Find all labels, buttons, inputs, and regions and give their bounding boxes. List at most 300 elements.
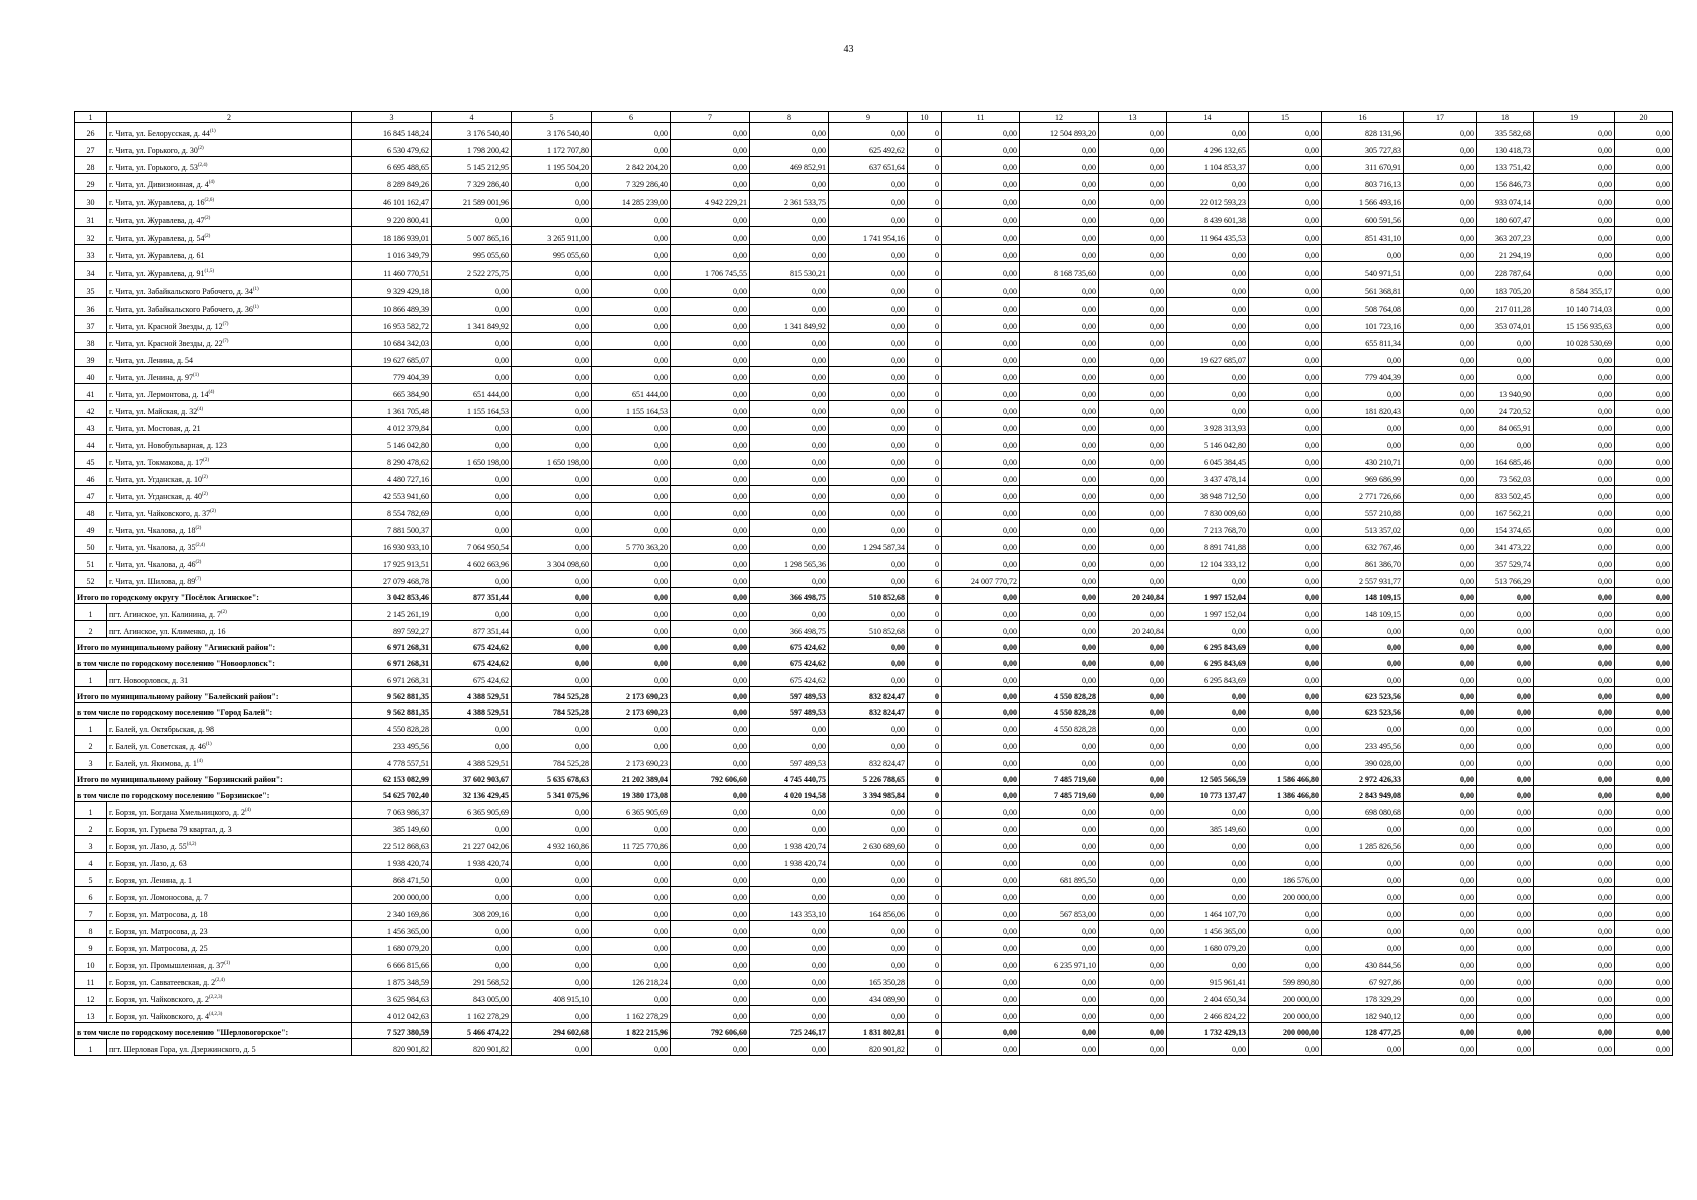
value-cell: 0,00 xyxy=(592,350,671,367)
value-cell: 0,00 xyxy=(1249,503,1322,520)
value-cell: 5 226 788,65 xyxy=(829,770,908,786)
subtotal-label: в том числе по городскому поселению "Город Балей": xyxy=(75,703,352,719)
value-cell: 0,00 xyxy=(1020,836,1099,853)
value-cell: 0,00 xyxy=(1404,753,1477,770)
value-cell: 632 767,46 xyxy=(1322,537,1404,554)
value-cell: 0 xyxy=(908,604,942,621)
value-cell: 0,00 xyxy=(942,384,1020,401)
value-cell: 0,00 xyxy=(829,418,908,435)
value-cell: 5 341 075,96 xyxy=(512,786,592,802)
value-cell: 969 686,99 xyxy=(1322,469,1404,486)
value-cell: 0,00 xyxy=(432,298,512,316)
value-cell: 0,00 xyxy=(1534,836,1615,853)
value-cell: 0,00 xyxy=(942,418,1020,435)
value-cell: 0 xyxy=(908,921,942,938)
value-cell: 0,00 xyxy=(1404,384,1477,401)
value-cell: 0,00 xyxy=(1477,802,1534,819)
value-cell: 1 162 278,29 xyxy=(592,1006,671,1023)
value-cell: 0,00 xyxy=(512,736,592,753)
value-cell: 0 xyxy=(908,588,942,604)
value-cell: 0,00 xyxy=(829,123,908,140)
subtotal-row xyxy=(75,1023,1673,1039)
value-cell: 0,00 xyxy=(1404,333,1477,350)
value-cell: 4 020 194,58 xyxy=(750,786,829,802)
value-cell: 0,00 xyxy=(512,1006,592,1023)
value-cell: 1 680 079,20 xyxy=(352,938,432,955)
address-text: г. Чита, ул. Журавлева, д. 61 xyxy=(109,251,205,260)
row-number: 5 xyxy=(75,870,107,887)
value-cell: 0,00 xyxy=(1615,836,1673,853)
value-cell: 5 146 042,80 xyxy=(1167,435,1249,452)
value-cell: 843 005,00 xyxy=(432,989,512,1006)
value-cell: 1 456 365,00 xyxy=(352,921,432,938)
value-cell: 0,00 xyxy=(1615,384,1673,401)
value-cell: 0 xyxy=(908,938,942,955)
value-cell: 0,00 xyxy=(942,819,1020,836)
table-row xyxy=(75,670,1673,687)
row-number: 48 xyxy=(75,503,107,520)
value-cell: 0,00 xyxy=(1615,938,1673,955)
value-cell: 0,00 xyxy=(671,452,750,469)
address-text: г. Борзя, ул. Чайковского, д. 4 xyxy=(109,1012,209,1021)
footnote-marker: (2,4) xyxy=(197,163,208,168)
value-cell: 0,00 xyxy=(1020,1039,1099,1056)
value-cell: 0,00 xyxy=(1615,350,1673,367)
value-cell: 46 101 162,47 xyxy=(352,191,432,209)
value-cell: 0,00 xyxy=(829,452,908,469)
value-cell: 623 523,56 xyxy=(1322,687,1404,703)
value-cell: 0,00 xyxy=(750,435,829,452)
value-cell: 0,00 xyxy=(829,938,908,955)
table-row xyxy=(75,350,1673,367)
value-cell: 0,00 xyxy=(1099,209,1167,227)
value-cell: 7 485 719,60 xyxy=(1020,770,1099,786)
value-cell: 0,00 xyxy=(1249,955,1322,972)
value-cell: 0,00 xyxy=(592,621,671,638)
value-cell: 0,00 xyxy=(1534,588,1615,604)
value-cell: 62 153 082,99 xyxy=(352,770,432,786)
value-cell: 6 530 479,62 xyxy=(352,140,432,157)
value-cell: 0,00 xyxy=(829,435,908,452)
value-cell: 0,00 xyxy=(1167,703,1249,719)
value-cell: 2 630 689,60 xyxy=(829,836,908,853)
value-cell: 1 195 504,20 xyxy=(512,157,592,174)
value-cell: 0,00 xyxy=(1615,753,1673,770)
value-cell: 0,00 xyxy=(1322,870,1404,887)
column-header: 1 xyxy=(75,112,107,123)
value-cell: 508 764,08 xyxy=(1322,298,1404,316)
value-cell: 0,00 xyxy=(750,174,829,191)
value-cell: 0,00 xyxy=(1167,123,1249,140)
value-cell: 0,00 xyxy=(432,938,512,955)
value-cell: 20 240,84 xyxy=(1099,588,1167,604)
value-cell: 0,00 xyxy=(829,719,908,736)
value-cell: 557 210,88 xyxy=(1322,503,1404,520)
value-cell: 357 529,74 xyxy=(1477,554,1534,571)
value-cell: 1 650 198,00 xyxy=(432,452,512,469)
value-cell: 0,00 xyxy=(750,280,829,298)
value-cell: 0,00 xyxy=(512,174,592,191)
row-number: 30 xyxy=(75,191,107,209)
value-cell: 2 522 275,75 xyxy=(432,262,512,280)
value-cell: 1 361 705,48 xyxy=(352,401,432,418)
value-cell: 0,00 xyxy=(1099,802,1167,819)
value-cell: 832 824,47 xyxy=(829,703,908,719)
value-cell: 933 074,14 xyxy=(1477,191,1534,209)
address-cell xyxy=(107,157,352,174)
row-number: 2 xyxy=(75,736,107,753)
value-cell: 832 824,47 xyxy=(829,687,908,703)
value-cell: 0,00 xyxy=(1020,938,1099,955)
row-number: 36 xyxy=(75,298,107,316)
value-cell: 0,00 xyxy=(592,904,671,921)
value-cell: 0,00 xyxy=(829,316,908,333)
value-cell: 0,00 xyxy=(1477,989,1534,1006)
value-cell: 0,00 xyxy=(1615,687,1673,703)
value-cell: 828 131,96 xyxy=(1322,123,1404,140)
value-cell: 0,00 xyxy=(750,333,829,350)
value-cell: 0,00 xyxy=(1477,670,1534,687)
value-cell: 0,00 xyxy=(671,298,750,316)
address-cell xyxy=(107,836,352,853)
value-cell: 0,00 xyxy=(1615,1006,1673,1023)
value-cell: 0,00 xyxy=(750,418,829,435)
value-cell: 0,00 xyxy=(1020,972,1099,989)
value-cell: 0,00 xyxy=(750,1039,829,1056)
table-row xyxy=(75,989,1673,1006)
value-cell: 0,00 xyxy=(671,989,750,1006)
value-cell: 0,00 xyxy=(750,604,829,621)
value-cell: 0 xyxy=(908,384,942,401)
value-cell: 0,00 xyxy=(512,350,592,367)
value-cell: 0,00 xyxy=(942,753,1020,770)
value-cell: 0,00 xyxy=(1099,719,1167,736)
value-cell: 16 845 148,24 xyxy=(352,123,432,140)
value-cell: 0,00 xyxy=(1404,621,1477,638)
value-cell: 0,00 xyxy=(1534,938,1615,955)
value-cell: 0,00 xyxy=(1249,753,1322,770)
value-cell: 156 846,73 xyxy=(1477,174,1534,191)
value-cell: 0,00 xyxy=(1099,418,1167,435)
value-cell: 0,00 xyxy=(1534,452,1615,469)
value-cell: 32 136 429,45 xyxy=(432,786,512,802)
value-cell: 294 602,68 xyxy=(512,1023,592,1039)
value-cell: 0,00 xyxy=(1404,819,1477,836)
value-cell: 182 940,12 xyxy=(1322,1006,1404,1023)
value-cell: 7 881 500,37 xyxy=(352,520,432,537)
value-cell: 54 625 702,40 xyxy=(352,786,432,802)
value-cell: 0,00 xyxy=(1249,280,1322,298)
value-cell: 0,00 xyxy=(592,316,671,333)
value-cell: 784 525,28 xyxy=(512,703,592,719)
address-cell xyxy=(107,819,352,836)
value-cell: 0,00 xyxy=(592,280,671,298)
address-cell xyxy=(107,719,352,736)
value-cell: 0,00 xyxy=(1615,298,1673,316)
value-cell: 0,00 xyxy=(1477,736,1534,753)
value-cell: 0 xyxy=(908,955,942,972)
value-cell: 9 562 881,35 xyxy=(352,687,432,703)
value-cell: 0,00 xyxy=(1534,1039,1615,1056)
value-cell: 792 606,60 xyxy=(671,770,750,786)
value-cell: 9 562 881,35 xyxy=(352,703,432,719)
value-cell: 0,00 xyxy=(1404,452,1477,469)
value-cell: 353 074,01 xyxy=(1477,316,1534,333)
value-cell: 130 418,73 xyxy=(1477,140,1534,157)
value-cell: 0,00 xyxy=(512,870,592,887)
header-row xyxy=(75,112,1673,123)
footnote-marker: (7) xyxy=(195,577,202,582)
value-cell: 0 xyxy=(908,1006,942,1023)
value-cell: 0,00 xyxy=(1167,174,1249,191)
value-cell: 0,00 xyxy=(1534,654,1615,670)
value-cell: 0,00 xyxy=(750,921,829,938)
value-cell: 0,00 xyxy=(942,486,1020,503)
value-cell: 200 000,00 xyxy=(1249,1023,1322,1039)
value-cell: 0,00 xyxy=(1099,938,1167,955)
value-cell: 0,00 xyxy=(512,367,592,384)
value-cell: 0,00 xyxy=(750,520,829,537)
value-cell: 0,00 xyxy=(829,736,908,753)
address-text: пгт. Агинское, ул. Калинина, д. 7 xyxy=(109,610,221,619)
value-cell: 0,00 xyxy=(1020,227,1099,245)
value-cell: 0,00 xyxy=(1249,554,1322,571)
value-cell: 430 844,56 xyxy=(1322,955,1404,972)
row-number: 8 xyxy=(75,921,107,938)
value-cell: 0,00 xyxy=(1099,736,1167,753)
value-cell: 42 553 941,60 xyxy=(352,486,432,503)
value-cell: 0,00 xyxy=(671,955,750,972)
value-cell: 0,00 xyxy=(942,802,1020,819)
value-cell: 0,00 xyxy=(1615,503,1673,520)
column-header: 18 xyxy=(1477,112,1534,123)
value-cell: 0,00 xyxy=(1020,209,1099,227)
value-cell: 655 811,34 xyxy=(1322,333,1404,350)
value-cell: 181 820,43 xyxy=(1322,401,1404,418)
value-cell: 0,00 xyxy=(671,384,750,401)
value-cell: 0,00 xyxy=(1167,736,1249,753)
table-row xyxy=(75,503,1673,520)
value-cell: 0,00 xyxy=(512,571,592,588)
value-cell: 0 xyxy=(908,503,942,520)
value-cell: 0 xyxy=(908,719,942,736)
value-cell: 19 380 173,08 xyxy=(592,786,671,802)
value-cell: 0,00 xyxy=(592,123,671,140)
value-cell: 675 424,62 xyxy=(750,670,829,687)
address-cell xyxy=(107,298,352,316)
address-text: г. Борзя, ул. Промышленная, д. 37 xyxy=(109,961,225,970)
value-cell: 1 650 198,00 xyxy=(512,452,592,469)
value-cell: 0,00 xyxy=(1615,367,1673,384)
value-cell: 0,00 xyxy=(671,670,750,687)
value-cell: 0,00 xyxy=(592,853,671,870)
footnote-marker: (2) xyxy=(204,234,211,239)
value-cell: 0,00 xyxy=(1020,418,1099,435)
value-cell: 1 456 365,00 xyxy=(1167,921,1249,938)
value-cell: 0,00 xyxy=(1020,280,1099,298)
value-cell: 0,00 xyxy=(750,227,829,245)
value-cell: 0,00 xyxy=(1020,537,1099,554)
value-cell: 0,00 xyxy=(512,316,592,333)
value-cell: 513 357,02 xyxy=(1322,520,1404,537)
value-cell: 0 xyxy=(908,209,942,227)
value-cell: 0,00 xyxy=(1249,350,1322,367)
value-cell: 0,00 xyxy=(1249,227,1322,245)
value-cell: 0,00 xyxy=(1099,1039,1167,1056)
footnote-marker: (2,2,3) xyxy=(208,995,223,1000)
value-cell: 0,00 xyxy=(1020,191,1099,209)
value-cell: 0,00 xyxy=(1322,819,1404,836)
value-cell: 0,00 xyxy=(1404,703,1477,719)
value-cell: 0,00 xyxy=(942,1006,1020,1023)
value-cell: 20 240,84 xyxy=(1099,621,1167,638)
value-cell: 7 329 286,40 xyxy=(592,174,671,191)
address-cell xyxy=(107,367,352,384)
value-cell: 0,00 xyxy=(829,486,908,503)
value-cell: 0,00 xyxy=(1249,157,1322,174)
value-cell: 10 773 137,47 xyxy=(1167,786,1249,802)
value-cell: 0,00 xyxy=(671,719,750,736)
address-cell xyxy=(107,972,352,989)
value-cell: 0,00 xyxy=(1477,955,1534,972)
value-cell: 0,00 xyxy=(1020,670,1099,687)
value-cell: 0,00 xyxy=(1615,571,1673,588)
address-cell xyxy=(107,209,352,227)
value-cell: 7 485 719,60 xyxy=(1020,786,1099,802)
footnote-marker: (2,4) xyxy=(195,543,206,548)
value-cell: 3 928 313,93 xyxy=(1167,418,1249,435)
value-cell: 148 109,15 xyxy=(1322,604,1404,621)
value-cell: 1 155 164,53 xyxy=(592,401,671,418)
value-cell: 0,00 xyxy=(1020,174,1099,191)
value-cell: 16 930 933,10 xyxy=(352,537,432,554)
value-cell: 0,00 xyxy=(671,588,750,604)
value-cell: 0,00 xyxy=(512,191,592,209)
row-number: 40 xyxy=(75,367,107,384)
value-cell: 0,00 xyxy=(829,384,908,401)
value-cell: 0,00 xyxy=(829,401,908,418)
value-cell: 0,00 xyxy=(592,333,671,350)
value-cell: 0,00 xyxy=(1615,316,1673,333)
value-cell: 8 554 782,69 xyxy=(352,503,432,520)
value-cell: 0,00 xyxy=(1099,836,1167,853)
value-cell: 0,00 xyxy=(1099,670,1167,687)
value-cell: 0,00 xyxy=(1020,486,1099,503)
address-cell xyxy=(107,1039,352,1056)
value-cell: 0,00 xyxy=(1099,554,1167,571)
value-cell: 0,00 xyxy=(829,870,908,887)
value-cell: 385 149,60 xyxy=(352,819,432,836)
value-cell: 0,00 xyxy=(1404,140,1477,157)
value-cell: 2 972 426,33 xyxy=(1322,770,1404,786)
value-cell: 0,00 xyxy=(1534,123,1615,140)
value-cell: 0,00 xyxy=(1534,435,1615,452)
value-cell: 0,00 xyxy=(671,853,750,870)
address-cell xyxy=(107,191,352,209)
value-cell: 0,00 xyxy=(1099,537,1167,554)
value-cell: 7 064 950,54 xyxy=(432,537,512,554)
value-cell: 784 525,28 xyxy=(512,753,592,770)
value-cell: 128 477,25 xyxy=(1322,1023,1404,1039)
footnote-marker: (2) xyxy=(197,146,204,151)
value-cell: 0,00 xyxy=(942,435,1020,452)
footnote-marker: (4,2) xyxy=(186,842,197,847)
value-cell: 0,00 xyxy=(942,604,1020,621)
value-cell: 1 938 420,74 xyxy=(750,836,829,853)
value-cell: 0,00 xyxy=(942,654,1020,670)
value-cell: 0,00 xyxy=(829,654,908,670)
address-text: г. Чита, ул. Лермонтова, д. 14 xyxy=(109,390,209,399)
value-cell: 1 162 278,29 xyxy=(432,1006,512,1023)
footnote-marker: (1,5) xyxy=(204,269,215,274)
value-cell: 0,00 xyxy=(1249,401,1322,418)
value-cell: 0,00 xyxy=(671,157,750,174)
value-cell: 2 843 949,08 xyxy=(1322,786,1404,802)
footnote-marker: (2) xyxy=(221,610,227,615)
value-cell: 0,00 xyxy=(1534,384,1615,401)
value-cell: 0,00 xyxy=(592,921,671,938)
value-cell: 0,00 xyxy=(1249,486,1322,503)
value-cell: 0,00 xyxy=(1534,703,1615,719)
value-cell: 0,00 xyxy=(1249,262,1322,280)
value-cell: 3 625 984,63 xyxy=(352,989,432,1006)
value-cell: 0,00 xyxy=(829,191,908,209)
value-cell: 308 209,16 xyxy=(432,904,512,921)
subtotal-label: в том числе по городскому поселению "Борзинское": xyxy=(75,786,352,802)
value-cell: 0 xyxy=(908,670,942,687)
table-row xyxy=(75,719,1673,736)
value-cell: 698 080,68 xyxy=(1322,802,1404,819)
value-cell: 5 635 678,63 xyxy=(512,770,592,786)
value-cell: 0,00 xyxy=(1615,989,1673,1006)
value-cell: 0,00 xyxy=(1249,654,1322,670)
value-cell: 3 265 911,00 xyxy=(512,227,592,245)
address-cell xyxy=(107,140,352,157)
value-cell: 0,00 xyxy=(1322,638,1404,654)
value-cell: 0,00 xyxy=(1167,262,1249,280)
value-cell: 16 953 582,72 xyxy=(352,316,432,333)
value-cell: 0 xyxy=(908,887,942,904)
value-cell: 0,00 xyxy=(1404,123,1477,140)
value-cell: 0,00 xyxy=(512,262,592,280)
value-cell: 0,00 xyxy=(829,819,908,836)
value-cell: 183 705,20 xyxy=(1477,280,1534,298)
value-cell: 0,00 xyxy=(1534,140,1615,157)
value-cell: 0,00 xyxy=(1615,209,1673,227)
address-cell xyxy=(107,802,352,819)
value-cell: 9 329 429,18 xyxy=(352,280,432,298)
value-cell: 0,00 xyxy=(1404,938,1477,955)
table-row xyxy=(75,554,1673,571)
value-cell: 0,00 xyxy=(1404,887,1477,904)
table-row xyxy=(75,469,1673,486)
value-cell: 0,00 xyxy=(1404,802,1477,819)
value-cell: 8 168 735,60 xyxy=(1020,262,1099,280)
value-cell: 0,00 xyxy=(671,972,750,989)
value-cell: 0,00 xyxy=(1534,638,1615,654)
value-cell: 0,00 xyxy=(1404,503,1477,520)
value-cell: 0,00 xyxy=(1534,174,1615,191)
value-cell: 0,00 xyxy=(1534,753,1615,770)
value-cell: 0,00 xyxy=(1404,786,1477,802)
address-cell xyxy=(107,955,352,972)
value-cell: 11 460 770,51 xyxy=(352,262,432,280)
value-cell: 0,00 xyxy=(942,174,1020,191)
value-cell: 1 938 420,74 xyxy=(750,853,829,870)
value-cell: 0,00 xyxy=(432,418,512,435)
value-cell: 0,00 xyxy=(1020,520,1099,537)
value-cell: 0,00 xyxy=(750,537,829,554)
